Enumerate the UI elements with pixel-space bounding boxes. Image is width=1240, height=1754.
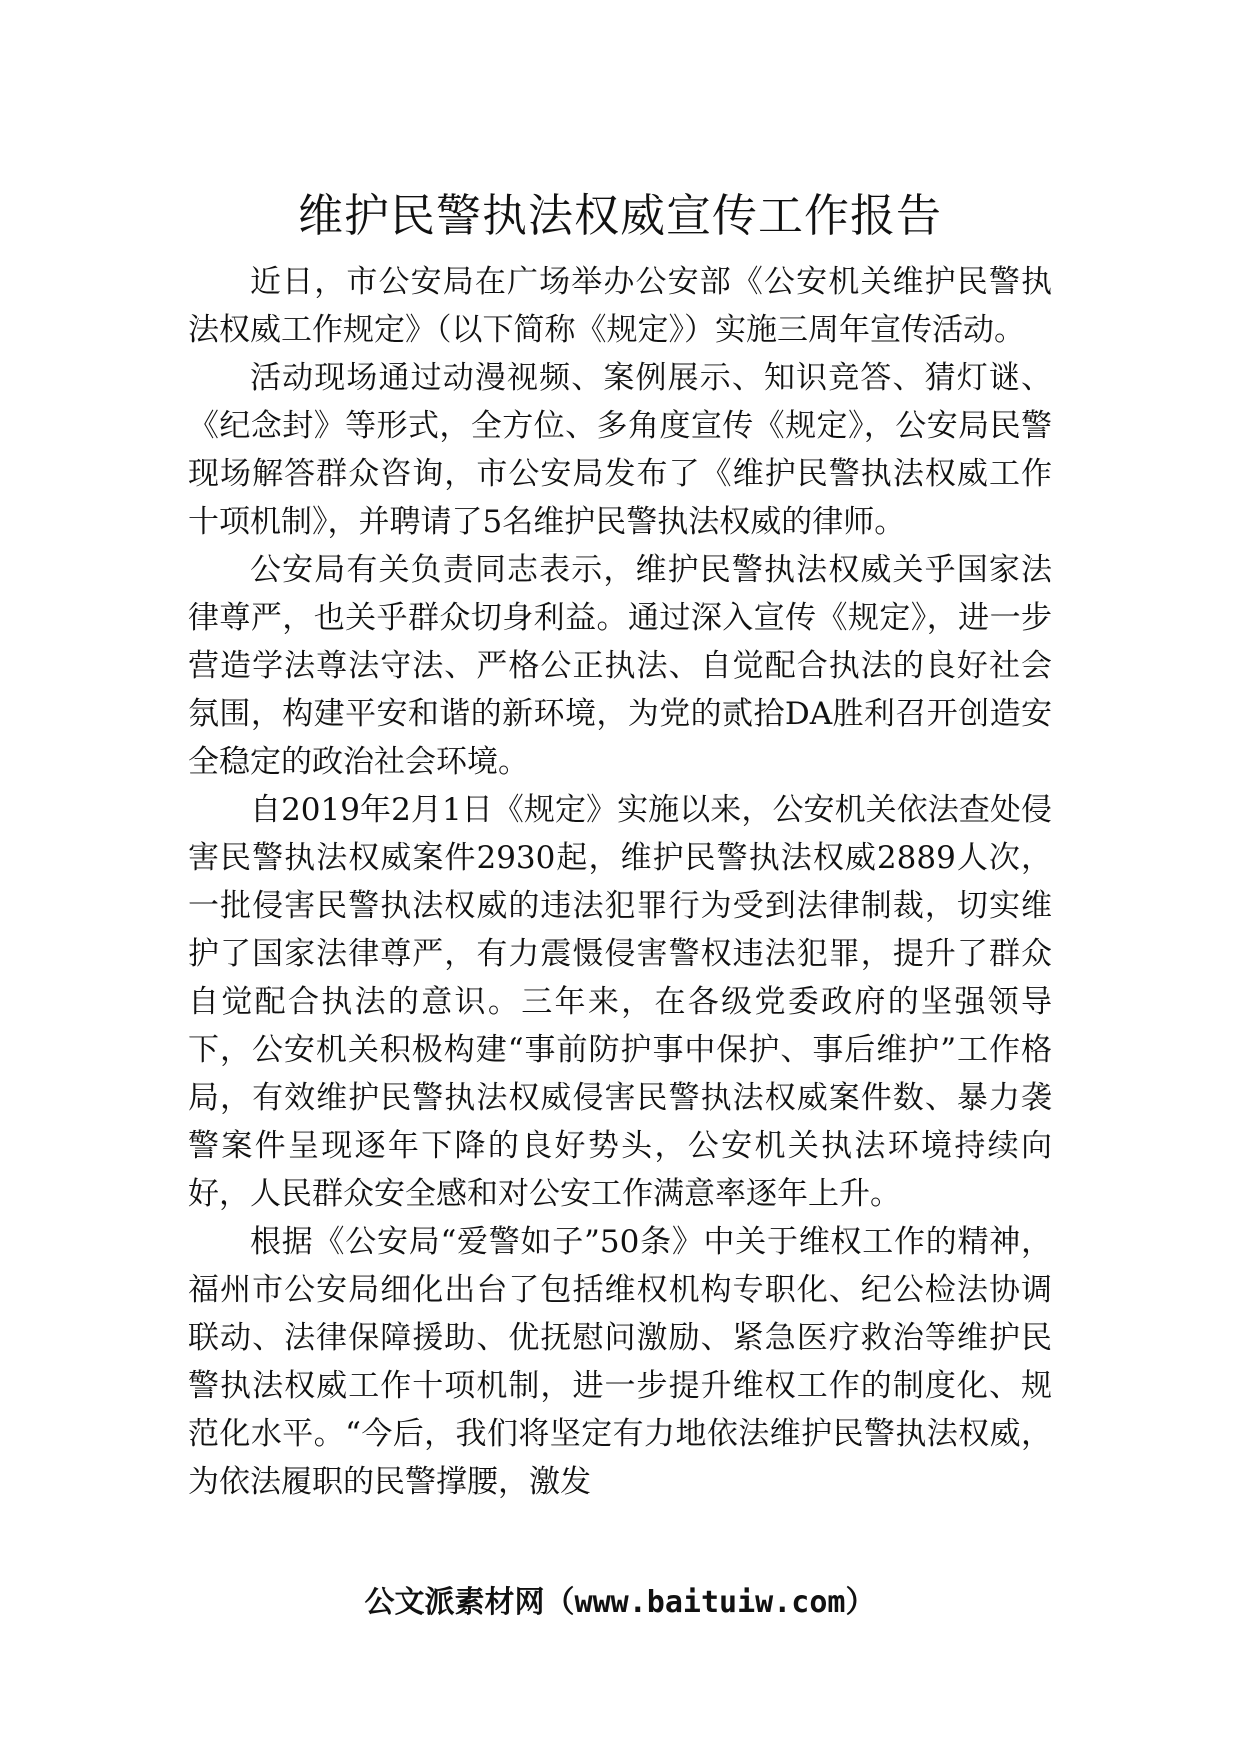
paragraph-1: 近日，市公安局在广场举办公安部《公安机关维护民警执法权威工作规定》（以下简称《规定》）实施三周年宣传活动。: [188, 264, 1052, 348]
paragraph-3: 公安局有关负责同志表示，维护民警执法权威关乎国家法律尊严，也关乎群众切身利益。通过深入宣传《规定》，进一步营造学法尊法守法、严格公正执法、自觉配合执法的良好社会氛围，构建平安和谐的新环境，为党的贰拾DA胜利召开创造安全稳定的政治社会环境。: [188, 552, 1052, 780]
footer-site-name: 公文派素材网: [364, 1585, 545, 1620]
paragraph-2: 活动现场通过动漫视频、案例展示、知识竞答、猜灯谜、《纪念封》等形式，全方位、多角度宣传《规定》，公安局民警现场解答群众咨询，市公安局发布了《维护民警执法权威工作十项机制》，并聘请了5名维护民警执法权威的律师。: [188, 360, 1052, 540]
footer-site-url: （www.baituiw.com）: [544, 1585, 876, 1620]
document-title: 维护民警执法权威宣传工作报告: [297, 189, 942, 242]
paragraph-5: 根据《公安局“爱警如子”50条》中关于维权工作的精神，福州市公安局细化出台了包括维权机构专职化、纪公检法协调联动、法律保障援助、优抚慰问激励、紧急医疗救治等维护民警执法权威工作十项机制，进一步提升维权工作的制度化、规范化水平。“今后，我们将坚定有力地依法维护民警执法权威，为依法履职的民警撑腰，激发: [188, 1224, 1052, 1500]
page-footer: [0, 1583, 1240, 1623]
document-body: [188, 258, 1052, 1506]
paragraph-4: 自2019年2月1日《规定》实施以来，公安机关依法查处侵害民警执法权威案件2930起，维护民警执法权威2889人次，一批侵害民警执法权威的违法犯罪行为受到法律制裁，切实维护了国家法律尊严，有力震慑侵害警权违法犯罪，提升了群众自觉配合执法的意识。三年来，在各级党委政府的坚强领导下，公安机关积极构建“事前防护事中保护、事后维护”工作格局，有效维护民警执法权威侵害民警执法权威案件数、暴力袭警案件呈现逐年下降的良好势头，公安机关执法环境持续向好，人民群众安全感和对公安工作满意率逐年上升。: [188, 792, 1052, 1212]
